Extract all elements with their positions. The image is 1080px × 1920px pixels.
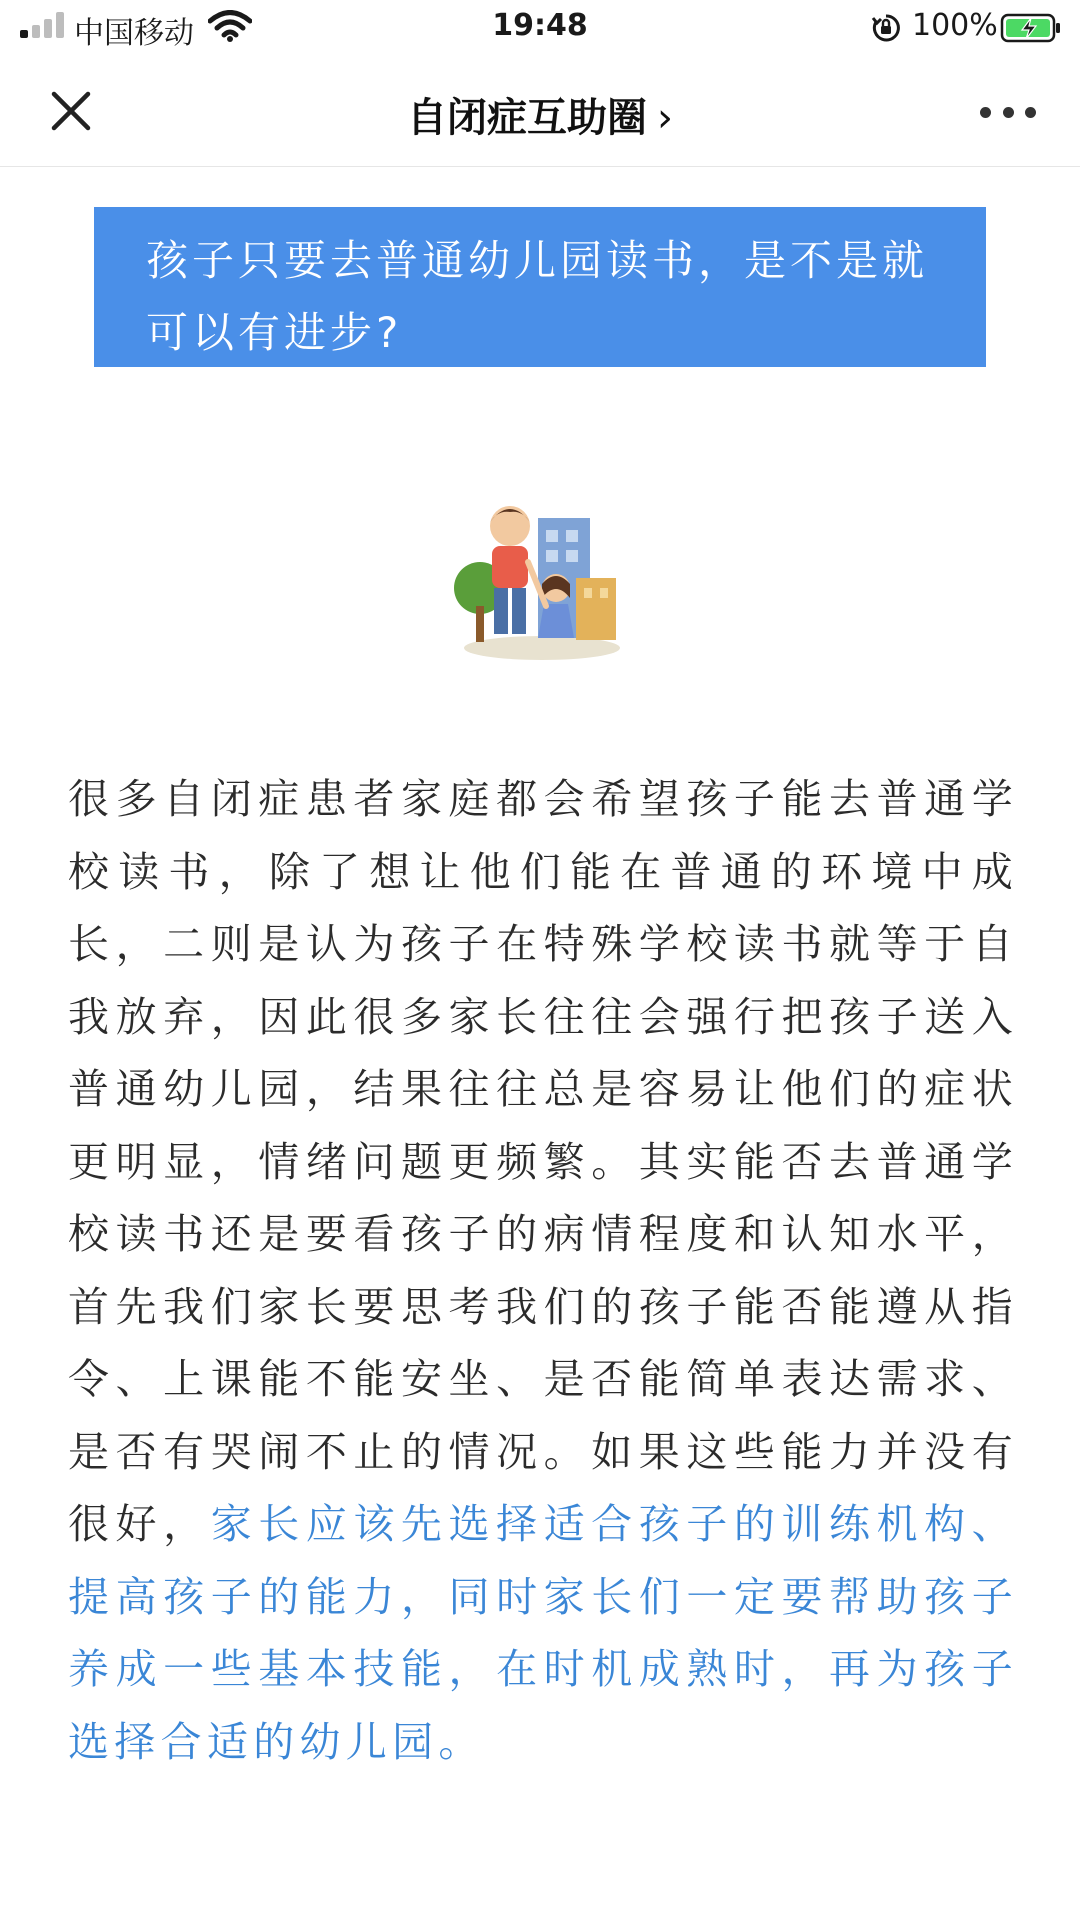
status-bar [0, 0, 1080, 56]
article-callout: 孩子只要去普通幼儿园读书，是不是就可以有进步? [94, 207, 986, 367]
nav-title-text: 自闭症互助圈 [407, 95, 647, 141]
more-dots-icon[interactable] [980, 104, 1036, 120]
article-body-plain: 很多自闭症患者家庭都会希望孩子能去普通学校读书，除了想让他们能在普通的环境中成长，二则是认为孩子在特殊学校读书就等于自我放弃，因此很多家长往往会强行把孩子送入普通幼儿园，结果往往总是容易让他们的症状更明显，情绪问题更频繁。其实能否去普通学校读书还是要看孩子的病情程度和认知水平，首先我们家长要思考我们的孩子能否能遵从指令、上课能不能安坐、是否能简单表达需求、是否有哭闹不止的情况。如果这些能力并没有很好， [68, 775, 1018, 1548]
article-body-highlight: 家长应该先选择适合孩子的训练机构、提高孩子的能力，同时家长们一定要帮助孩子养成一些基本技能，在时机成熟时，再为孩子选择合适的幼儿园。 [68, 1500, 1018, 1766]
orientation-lock-icon [870, 12, 902, 44]
nav-bar [0, 56, 1080, 167]
carrier-name: 中国移动 [74, 16, 194, 51]
clock: 19:48 [492, 8, 588, 43]
battery-charging-icon [1000, 12, 1062, 44]
parent-child-school-illustration [452, 488, 632, 668]
chevron-right-icon: › [657, 95, 673, 141]
article-body [68, 763, 1018, 1778]
battery-percent: 100% [912, 8, 998, 43]
nav-title[interactable] [0, 86, 1080, 143]
